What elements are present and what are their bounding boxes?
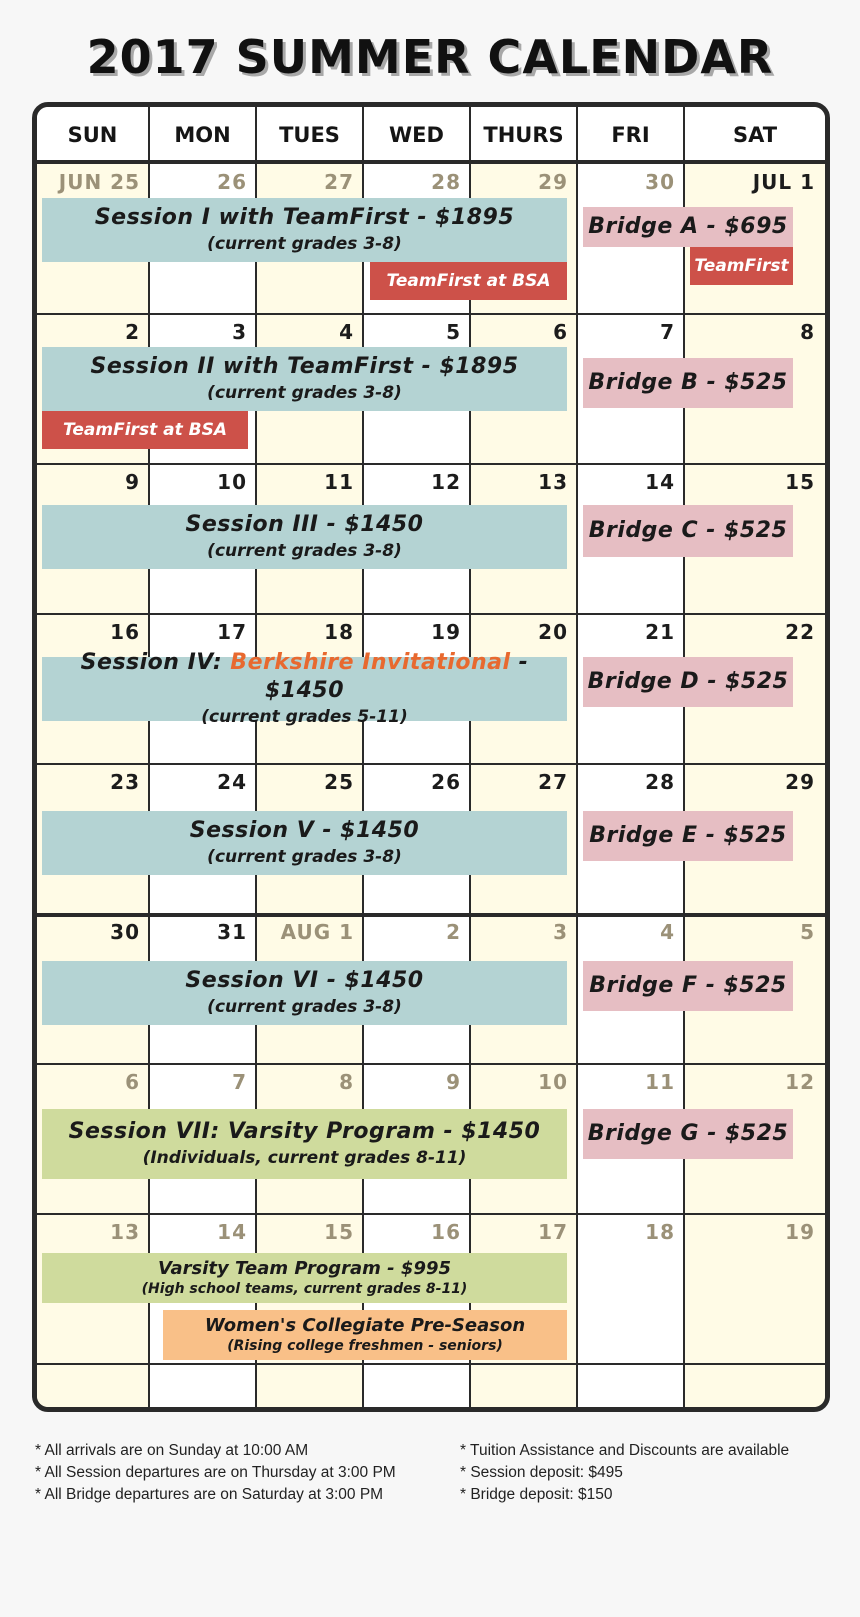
date-tues: 18 (324, 620, 354, 644)
varsity-team-bar (42, 1253, 567, 1303)
date-tues: 4 (339, 320, 354, 344)
day-header-sat: SAT (685, 107, 825, 160)
note-tuition-assistance: * Tuition Assistance and Discounts are available (460, 1442, 790, 1459)
session-iii-bar (42, 505, 567, 569)
session-title: Session I with TeamFirst - $1895 (94, 205, 515, 230)
date-fri: 28 (645, 770, 675, 794)
date-fri: 7 (660, 320, 675, 344)
bridge-d-bar (583, 657, 793, 707)
session-subtitle: (Individuals, current grades 8-11) (142, 1148, 467, 1168)
date-tues: 11 (324, 470, 354, 494)
note-session-departures: * All Session departures are on Thursday at 3:00 PM (35, 1464, 396, 1481)
teamfirst-bsa-bar (42, 411, 248, 449)
calendar-grid (32, 102, 830, 1412)
date-fri: 30 (645, 170, 675, 194)
week-divider (37, 313, 825, 315)
date-sat: 5 (800, 920, 815, 944)
teamfirst-label: TeamFirst at BSA (63, 420, 227, 440)
session-subtitle: (current grades 3-8) (207, 847, 402, 867)
date-thurs: 17 (538, 1220, 568, 1244)
bridge-b-bar (583, 358, 793, 408)
session-subtitle: (High school teams, current grades 8-11) (141, 1281, 468, 1297)
day-header-thurs: THURS (471, 107, 578, 160)
date-wed: 9 (446, 1070, 461, 1094)
session-subtitle: (current grades 5-11) (201, 707, 408, 727)
teamfirst-sat-bar (690, 247, 793, 285)
notes-left (35, 1440, 396, 1506)
session-subtitle: (current grades 3-8) (207, 383, 402, 403)
week-divider (37, 463, 825, 465)
date-sat: 12 (785, 1070, 815, 1094)
date-mon: 10 (217, 470, 247, 494)
date-fri: 21 (645, 620, 675, 644)
date-sat: JUL 1 (752, 170, 815, 194)
session-vi-bar (42, 961, 567, 1025)
date-mon: 26 (217, 170, 247, 194)
teamfirst-label: TeamFirst (694, 256, 789, 276)
session-subtitle: (current grades 3-8) (207, 541, 402, 561)
bridge-label: Bridge E - $525 (589, 823, 787, 848)
date-wed: 2 (446, 920, 461, 944)
date-wed: 16 (431, 1220, 461, 1244)
bridge-label: Bridge B - $525 (588, 370, 788, 395)
date-thurs: 29 (538, 170, 568, 194)
session-title: Session III - $1450 (185, 512, 424, 537)
bridge-g-bar (583, 1109, 793, 1159)
session-title: Session V - $1450 (189, 818, 420, 843)
date-mon: 17 (217, 620, 247, 644)
week-divider (37, 763, 825, 765)
note-bridge-deposit: * Bridge deposit: $150 (460, 1486, 613, 1503)
session-subtitle: (current grades 3-8) (207, 234, 402, 254)
date-tues: 25 (324, 770, 354, 794)
week-divider (37, 1063, 825, 1065)
session-title: Session VII: Varsity Program - $1450 (68, 1119, 541, 1144)
date-tues: 15 (324, 1220, 354, 1244)
session-title: Session VI - $1450 (185, 968, 424, 993)
date-tues: 8 (339, 1070, 354, 1094)
day-header-mon: MON (150, 107, 257, 160)
date-tues: AUG 1 (280, 920, 354, 944)
bridge-f-bar (583, 961, 793, 1011)
date-wed: 26 (431, 770, 461, 794)
date-sun: 16 (110, 620, 140, 644)
date-sun: 13 (110, 1220, 140, 1244)
week-divider (37, 1363, 825, 1365)
note-bridge-departures: * All Bridge departures are on Saturday at 3:00 PM (35, 1486, 384, 1503)
teamfirst-bsa-bar (370, 262, 567, 300)
session-ii-bar (42, 347, 567, 411)
session-title-prefix: Session IV: (80, 650, 231, 675)
teamfirst-label: TeamFirst at BSA (386, 271, 551, 291)
date-fri: 14 (645, 470, 675, 494)
session-title (42, 649, 567, 705)
date-sat: 15 (785, 470, 815, 494)
date-tues: 27 (324, 170, 354, 194)
bridge-a-bar (583, 207, 793, 247)
session-subtitle: (current grades 3-8) (207, 997, 402, 1017)
date-wed: 28 (431, 170, 461, 194)
bridge-label: Bridge D - $525 (587, 669, 789, 694)
date-mon: 14 (217, 1220, 247, 1244)
bridge-label: Bridge C - $525 (588, 518, 788, 543)
date-thurs: 10 (538, 1070, 568, 1094)
berkshire-invitational-highlight: Berkshire Invitational (230, 650, 511, 675)
day-header-fri: FRI (578, 107, 685, 160)
date-thurs: 6 (553, 320, 568, 344)
date-fri: 18 (645, 1220, 675, 1244)
bridge-c-bar (583, 505, 793, 557)
session-subtitle: (Rising college freshmen - seniors) (227, 1338, 503, 1354)
week-divider (37, 613, 825, 615)
date-sat: 8 (800, 320, 815, 344)
session-v-bar (42, 811, 567, 875)
session-title: Varsity Team Program - $995 (157, 1258, 452, 1279)
date-wed: 19 (431, 620, 461, 644)
date-thurs: 27 (538, 770, 568, 794)
week-divider (37, 1213, 825, 1215)
womens-collegiate-bar (163, 1310, 567, 1360)
date-sat: 29 (785, 770, 815, 794)
session-title-suffix: - $1450 (264, 650, 529, 703)
date-sun: 6 (125, 1070, 140, 1094)
date-sun: 30 (110, 920, 140, 944)
session-title: Session II with TeamFirst - $1895 (90, 354, 519, 379)
date-sun: JUN 25 (58, 170, 140, 194)
date-thurs: 13 (538, 470, 568, 494)
day-header-wed: WED (364, 107, 471, 160)
date-mon: 7 (232, 1070, 247, 1094)
bridge-label: Bridge G - $525 (587, 1121, 789, 1146)
session-vii-bar (42, 1109, 567, 1179)
date-sat: 19 (785, 1220, 815, 1244)
date-fri: 4 (660, 920, 675, 944)
date-wed: 5 (446, 320, 461, 344)
day-header-tues: TUES (257, 107, 364, 160)
page-title: 2017 SUMMER CALENDAR (86, 30, 774, 84)
date-thurs: 3 (553, 920, 568, 944)
day-header-sun: SUN (37, 107, 150, 160)
note-arrivals: * All arrivals are on Sunday at 10:00 AM (35, 1442, 309, 1459)
date-mon: 31 (217, 920, 247, 944)
notes-right (460, 1440, 789, 1506)
date-sun: 2 (125, 320, 140, 344)
date-fri: 11 (645, 1070, 675, 1094)
bridge-e-bar (583, 811, 793, 861)
week-divider (37, 913, 825, 917)
session-i-bar (42, 198, 567, 262)
date-sun: 23 (110, 770, 140, 794)
date-sat: 22 (785, 620, 815, 644)
date-mon: 3 (232, 320, 247, 344)
date-sun: 9 (125, 470, 140, 494)
session-title: Women's Collegiate Pre-Season (204, 1315, 526, 1336)
bridge-label: Bridge A - $695 (588, 214, 788, 239)
note-session-deposit: * Session deposit: $495 (460, 1464, 623, 1481)
session-iv-bar (42, 650, 567, 727)
date-wed: 12 (431, 470, 461, 494)
date-mon: 24 (217, 770, 247, 794)
bridge-label: Bridge F - $525 (589, 973, 787, 998)
date-thurs: 20 (538, 620, 568, 644)
